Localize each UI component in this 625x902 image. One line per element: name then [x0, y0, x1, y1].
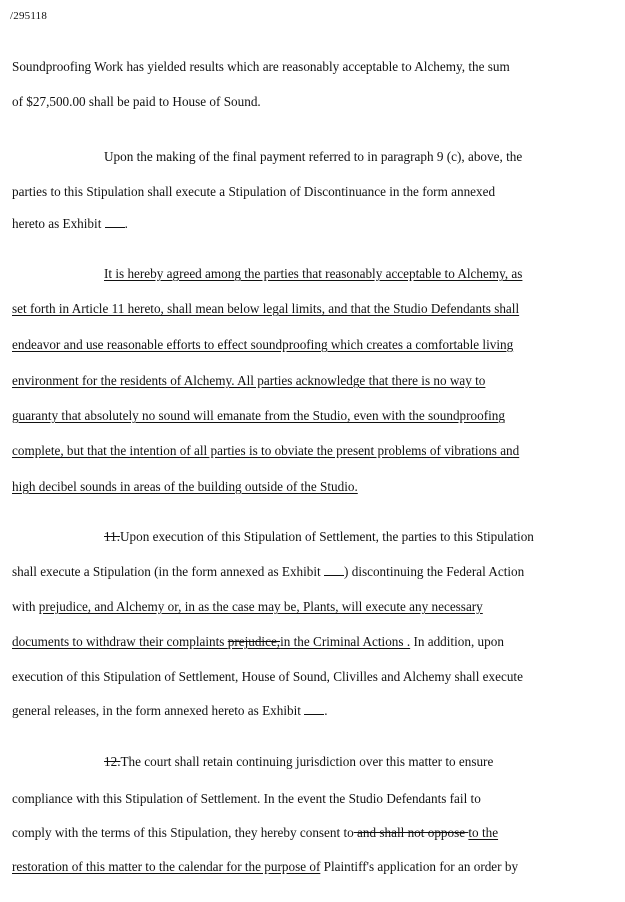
paragraph-4-line-2-start: shall execute a Stipulation (in the form annexed as Exhibit: [12, 564, 321, 579]
paragraph-3-line-7: high decibel sounds in areas of the building outside of the Studio.: [12, 479, 358, 494]
paragraph-2-line-1: Upon the making of the final payment referred to in paragraph 9 (c), above, the: [104, 149, 523, 164]
paragraph-4-line-3: [12, 598, 615, 615]
paragraph-4-line-4-insert: documents to withdraw their complaints: [12, 634, 228, 649]
paragraph-5-line-2: compliance with this Stipulation of Settlement. In the event the Studio Defendants fail to: [12, 791, 481, 806]
paragraph-4-line-2-end: ) discontinuing the Federal Action: [344, 564, 525, 579]
paragraph-5-text: The court shall retain continuing jurisdiction over this matter to ensure: [120, 754, 494, 769]
document-id: /295118: [10, 10, 48, 22]
paragraph-5-line-4-end: Plaintiff's application for an order by: [320, 859, 519, 874]
paragraph-4-line-4-end: In addition, upon: [410, 634, 504, 649]
paragraph-4-line-4: [12, 633, 615, 650]
paragraph-1-line-2: of $27,500.00 shall be paid to House of Sound.: [12, 94, 261, 109]
paragraph-4-line-5: execution of this Stipulation of Settlement, House of Sound, Clivilles and Alchemy shall execute: [12, 669, 523, 684]
exhibit-ref-text: hereto as Exhibit: [12, 216, 102, 231]
paragraph-4-line-2: [12, 563, 615, 580]
paragraph-4-line-3-insert: prejudice, and Alchemy or, in as the case may be, Plants, will execute any necessary: [38, 599, 483, 614]
exhibit-blank: [324, 563, 344, 576]
paragraph-4-line-6: [12, 702, 615, 719]
paragraph-3-line-5: guaranty that absolutely no sound will emanate from the Studio, even with the soundproofing: [12, 408, 505, 423]
paragraph-5-line-1: [104, 753, 615, 770]
paragraph-4-line-6-start: general releases, in the form annexed hereto as Exhibit: [12, 703, 301, 718]
period: .: [124, 216, 128, 231]
paragraph-3-line-3: endeavor and use reasonable efforts to effect soundproofing which creates a comfortable living: [12, 337, 514, 352]
struck-paragraph-number: 11.: [104, 529, 120, 544]
paragraph-1-line-1: Soundproofing Work has yielded results which are reasonably acceptable to Alchemy, the sum: [12, 59, 510, 74]
paragraph-2-line-2: parties to this Stipulation shall execute a Stipulation of Discontinuance in the form annexed: [12, 184, 496, 199]
paragraph-4-text: Upon execution of this Stipulation of Settlement, the parties to this Stipulation: [120, 529, 534, 544]
paragraph-5-line-4-insert: restoration of this matter to the calendar for the purpose of: [12, 859, 321, 874]
paragraph-4-line-4-deleted: prejudice,: [227, 634, 281, 649]
paragraph-3-line-4: environment for the residents of Alchemy. All parties acknowledge that there is no way to: [12, 373, 486, 388]
exhibit-blank: [304, 702, 324, 715]
paragraph-5-line-3-insert: to the: [468, 825, 499, 840]
paragraph-3-line-2: set forth in Article 11 hereto, shall mean below legal limits, and that the Studio Defendants shall: [12, 301, 520, 316]
paragraph-4-line-3-start: with: [12, 599, 39, 614]
paragraph-5-line-3-start: comply with the terms of this Stipulation, they hereby consent to: [12, 825, 354, 840]
paragraph-5-line-3-deleted: and shall not oppose: [353, 825, 469, 840]
paragraph-2-line-3: [12, 215, 615, 232]
paragraph-4-line-1: [104, 528, 615, 545]
paragraph-5-line-4: [12, 858, 615, 875]
period: .: [324, 703, 328, 718]
paragraph-3-line-6: complete, but that the intention of all parties is to obviate the present problems of vibrations and: [12, 443, 520, 458]
paragraph-4-line-4-insert-2: in the Criminal Actions .: [280, 634, 411, 649]
paragraph-5-line-3: [12, 824, 615, 841]
struck-paragraph-number: 12.: [104, 754, 121, 769]
paragraph-3-line-1: It is hereby agreed among the parties that reasonably acceptable to Alchemy, as: [104, 266, 523, 281]
exhibit-blank: [105, 215, 125, 228]
